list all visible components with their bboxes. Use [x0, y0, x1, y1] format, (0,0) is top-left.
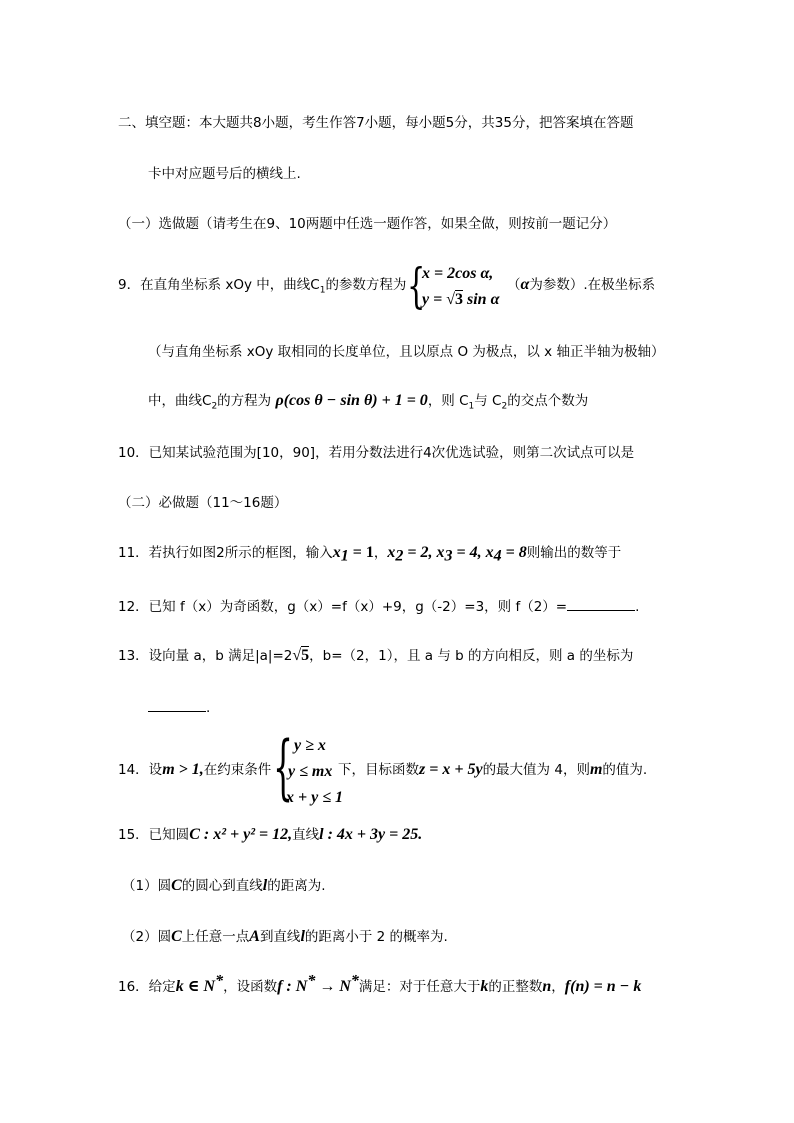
q9-system-brace: { [407, 258, 426, 314]
q9-line3-a: 中，曲线C [148, 393, 212, 409]
q15-mid: 直线 [292, 827, 320, 843]
q15-p2-b: 上任意一点 [181, 929, 250, 945]
q9-line3-b: 的方程为 [217, 393, 272, 409]
q15-p1-b: 的圆心到直线 [181, 878, 263, 894]
q11-lead: 11．若执行如图2所示的框图，输入 [118, 545, 333, 561]
q11-x3-sub: 3 [444, 547, 453, 565]
q13-answer-blank[interactable] [148, 697, 206, 712]
q16-star-3: * [350, 972, 359, 990]
q14-end: 的值为. [602, 762, 648, 778]
q15-p2-c: 到直线 [259, 929, 301, 945]
q16-f-map: f : N [277, 978, 308, 995]
q15-p1-C: C [171, 877, 182, 894]
q15-p2-d: 的距离小于 2 的概率为. [304, 929, 448, 945]
q14-constraint-3: x + y ≤ 1 [286, 789, 343, 806]
q9-param-alpha: α [520, 276, 530, 293]
q15-p2-a: （2）圆 [122, 929, 172, 945]
q9-eq2-c: sin α [463, 291, 500, 308]
question-10: 10．已知某试验范围为[10，90]，若用分数法进行4次优选试验，则第二次试点可以是 [118, 445, 635, 461]
q12-end: . [635, 599, 640, 615]
q16-star: * [215, 972, 224, 990]
q16-fn: f(n) = n − k [564, 978, 642, 995]
q13-root: 5 [301, 647, 310, 664]
q9-line3-e: 的交点个数为 [507, 393, 589, 409]
q11-x2-sub: 2 [395, 547, 404, 565]
q9-line3-sub2: 1 [468, 401, 475, 412]
q11-x2: x [387, 544, 396, 561]
question-9-line1-tail [507, 276, 655, 294]
part2-title: （二）必做题（11～16题） [118, 495, 288, 511]
q16-k: k [480, 978, 489, 995]
q16-sep: ， [551, 979, 565, 995]
q14-constraint-1: y ≥ x [294, 737, 326, 754]
q11-x1-sub: 1 [340, 547, 349, 565]
question-13 [118, 647, 633, 665]
question-14-tail [338, 761, 647, 779]
q9-param-open: （ [507, 277, 521, 293]
q15-line: l : 4x + 3y = 25. [319, 826, 423, 843]
question-9-line2: （与直角坐标系 xOy 取相同的长度单位，且以原点 O 为极点，以 x 轴正半轴为极轴） [148, 344, 665, 360]
q11-x1: x [332, 544, 341, 561]
question-16 [118, 972, 642, 996]
q14-m: m [589, 761, 603, 778]
q9-line3-d: 与 C [474, 393, 502, 409]
q12-answer-blank[interactable] [567, 596, 635, 611]
q16-arrow: → N [315, 978, 351, 995]
question-15-part2 [122, 928, 448, 946]
q16-after2: 的正整数 [488, 979, 543, 995]
q11-x2-val: = 2, x [403, 544, 445, 561]
q14-system-brace: { [273, 726, 294, 808]
q11-x1-val: = 1 [348, 544, 374, 561]
sqrt-symbol: √ [292, 647, 302, 664]
q15-p1-c: 的距离为. [267, 878, 326, 894]
q12-text: 12．已知 f（x）为奇函数，g（x）=f（x）+9，g（-2）=3，则 f（2）= [118, 599, 568, 615]
q15-p1-a: （1）圆 [122, 878, 172, 894]
q15-lead: 15．已知圆 [118, 827, 190, 843]
q9-line3-c: ，则 C [427, 393, 469, 409]
part1-title: （一）选做题（请考生在9、10两题中任选一题作答，如果全做，则按前一题记分） [118, 216, 617, 232]
q14-constraint-2: y ≤ mx [288, 763, 333, 780]
q9-eq2-a: y = [422, 291, 447, 308]
q15-p2-A: A [249, 928, 260, 945]
section-title-continued: 卡中对应题号后的横线上. [148, 166, 301, 182]
question-15-part1 [122, 877, 326, 895]
q9-sub1: 1 [319, 285, 326, 296]
question-12 [118, 596, 639, 616]
question-13-answer-line [148, 697, 210, 717]
q14-after: 下，目标函数 [338, 762, 419, 778]
q16-k-in: k ∈ N [175, 978, 216, 995]
q15-circle: C : x² + y² = 12, [189, 826, 293, 843]
q11-x4-sub: 4 [493, 547, 502, 565]
q11-sep: ， [373, 545, 388, 561]
q9-line3-sub3: 2 [501, 401, 508, 412]
q9-eq1: x = 2cos α, [422, 265, 494, 282]
q15-p1-l: l [262, 877, 268, 894]
q14-lead: 14．设 [118, 762, 163, 778]
q16-star-2: * [307, 972, 316, 990]
q11-tail: 则输出的数等于 [526, 545, 622, 561]
question-11 [118, 544, 622, 565]
q9-eq2-b: 3 [455, 291, 463, 308]
q9-line3-sub: 2 [211, 401, 218, 412]
q9-equation-system [422, 260, 499, 312]
q16-lead: 16．给定 [118, 979, 176, 995]
q16-n: n [542, 978, 552, 995]
question-9-line3 [148, 392, 588, 410]
q13-rest: ，b=（2，1），且 a 与 b 的方向相反，则 a 的坐标为 [309, 648, 634, 664]
sqrt-symbol: √ [446, 291, 455, 308]
q14-tail: 的最大值为 4，则 [482, 762, 590, 778]
q14-condition: m > 1, [162, 761, 204, 778]
q14-constraint-system [286, 732, 343, 810]
q9-polar-equation: ρ(cos θ − sin θ) + 1 = 0 [275, 392, 428, 409]
q14-objective: z = x + 5y [419, 761, 483, 778]
q11-x4-val: = 8 [501, 544, 527, 561]
q16-after: 满足：对于任意大于 [358, 979, 481, 995]
section-title: 二、填空题：本大题共8小题，考生作答7小题，每小题5分，共35分，把答案填在答题 [118, 115, 634, 131]
q9-mid: 的参数方程为 [325, 277, 407, 293]
q9-lead: 9．在直角坐标系 xOy 中，曲线C [118, 277, 320, 293]
question-14-lead [118, 761, 271, 779]
question-9-line1 [118, 276, 406, 294]
q16-mid: ，设函数 [223, 979, 278, 995]
q13-lead: 13．设向量 a，b 满足|a|=2 [118, 648, 293, 664]
q15-p2-l: l [300, 928, 305, 945]
q11-x3-val: = 4, x [452, 544, 494, 561]
q9-param-close: 为参数）.在极坐标系 [529, 277, 656, 293]
q15-p2-C: C [171, 928, 182, 945]
q14-mid: 在约束条件 [203, 762, 272, 778]
q13-end: . [206, 700, 211, 716]
question-15 [118, 826, 422, 844]
